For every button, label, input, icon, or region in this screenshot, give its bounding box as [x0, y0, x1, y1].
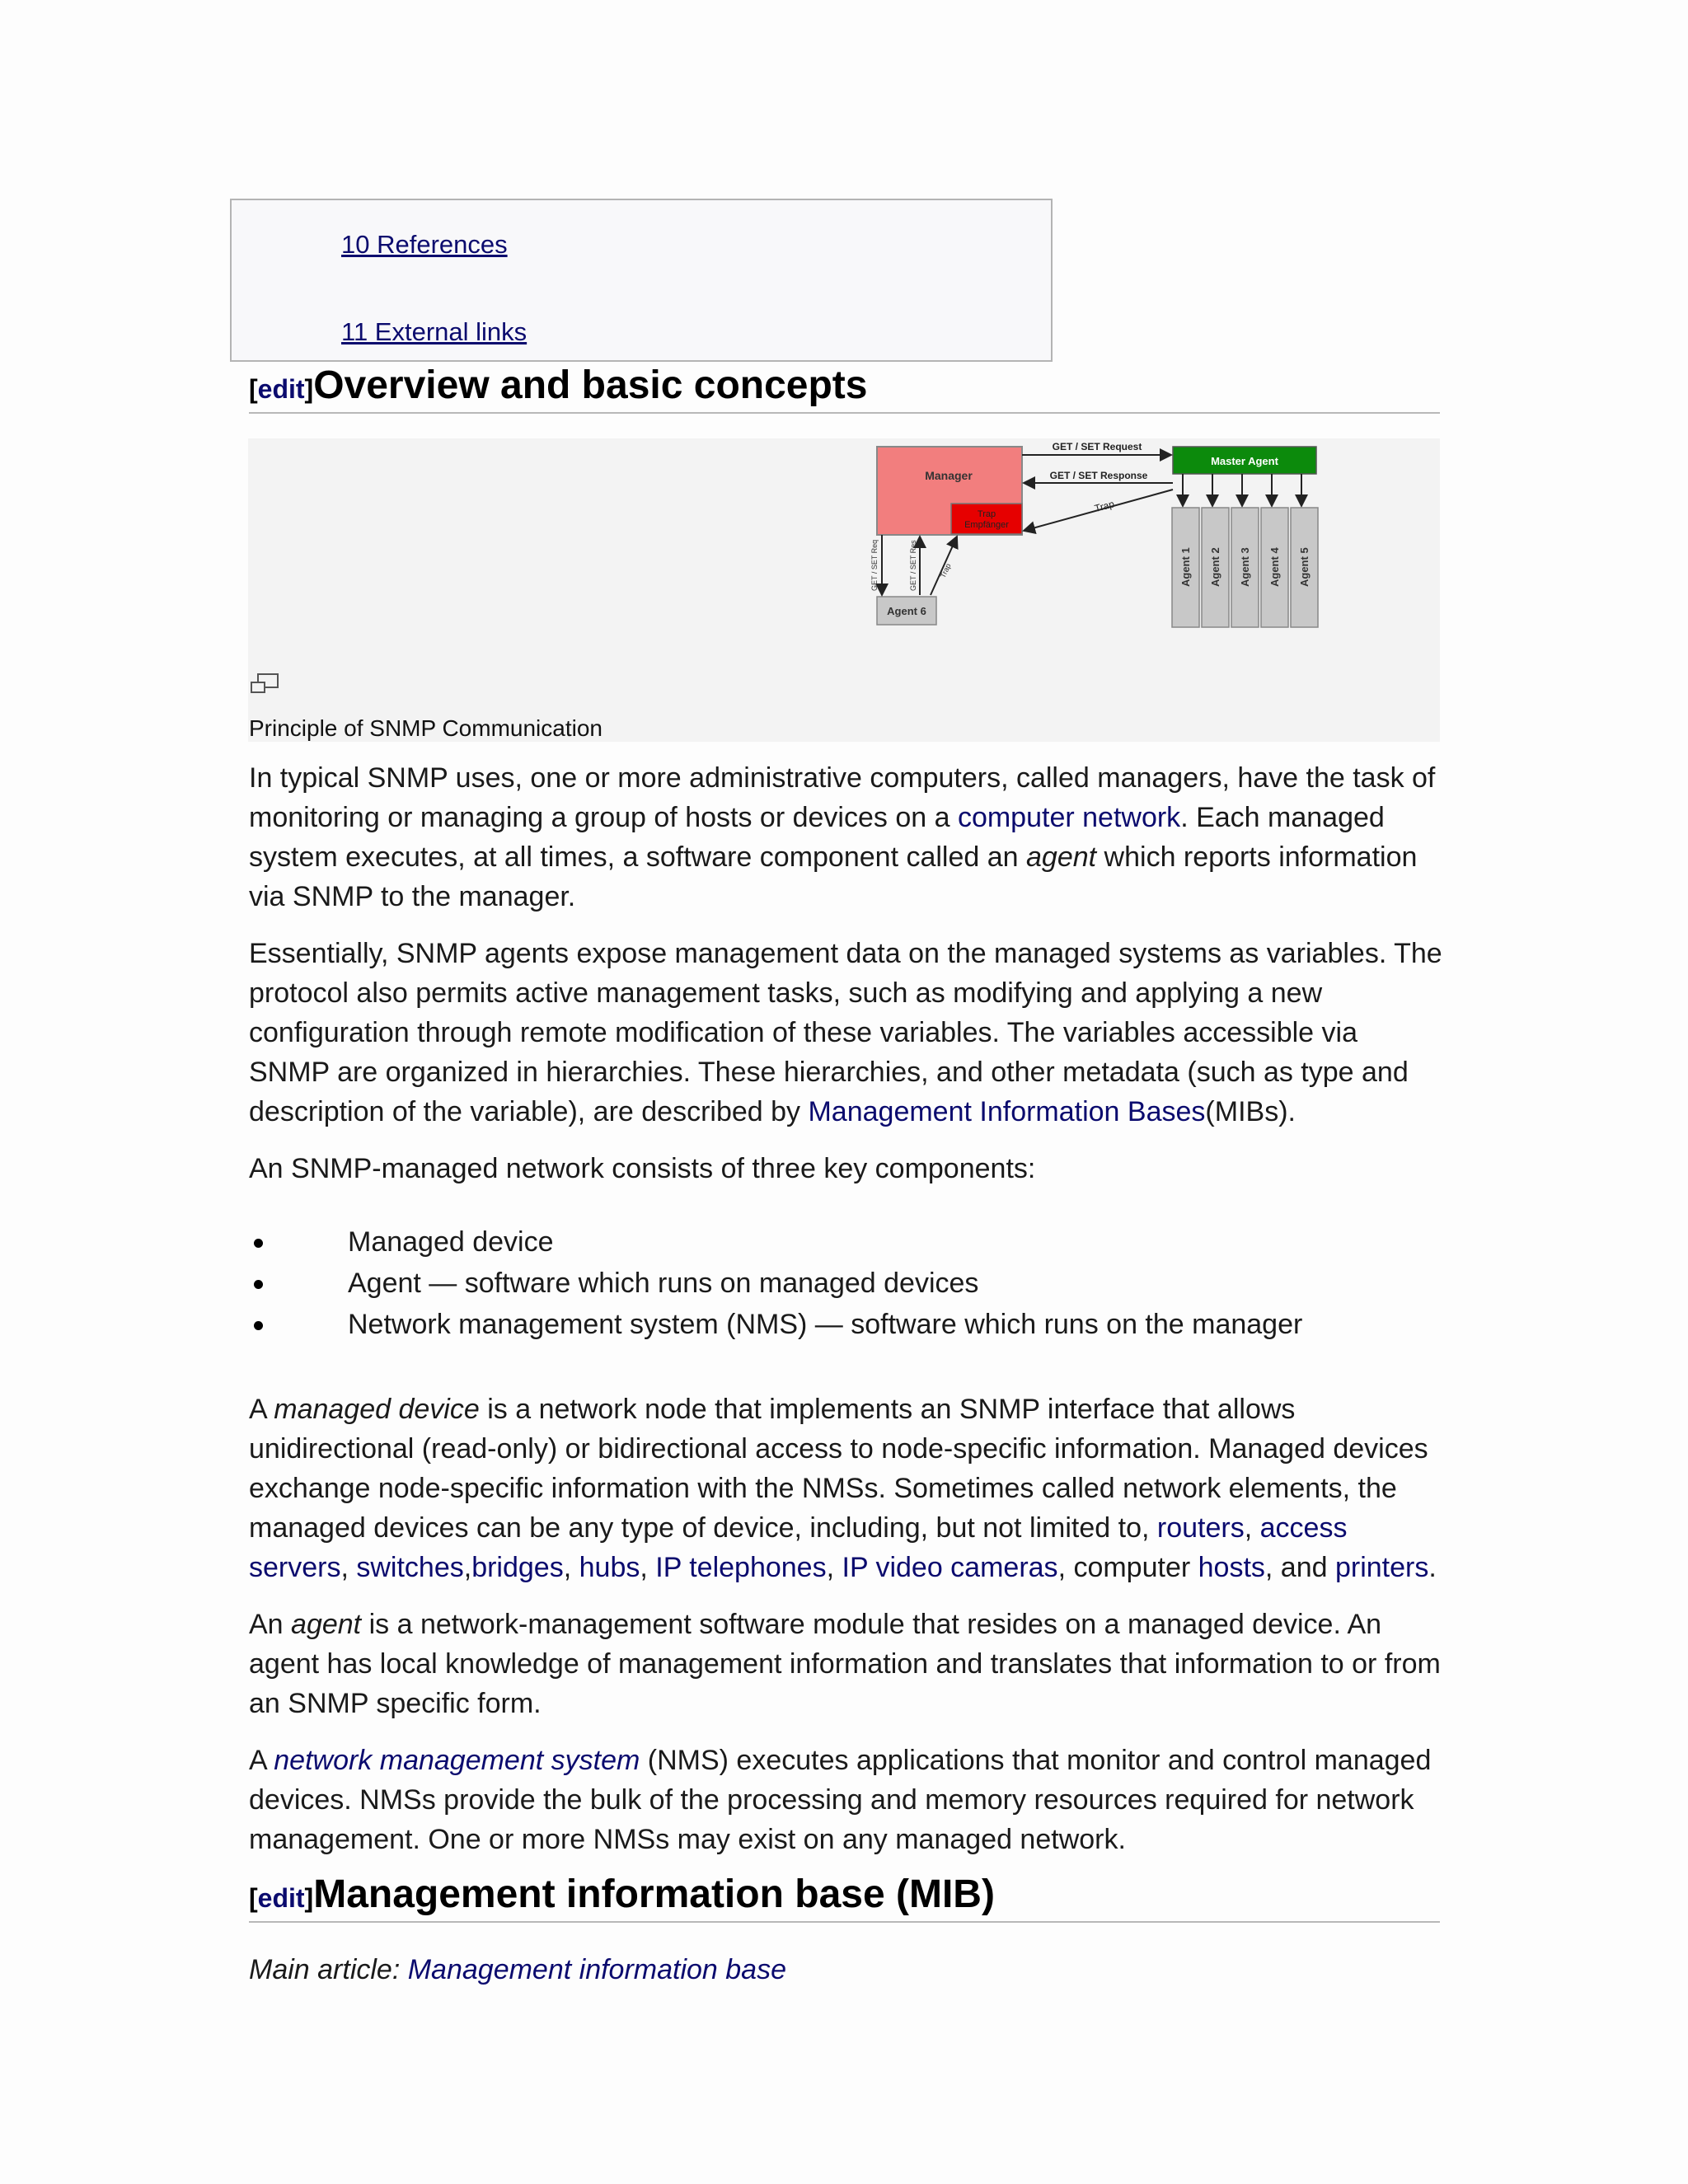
- table-of-contents: [230, 199, 1053, 362]
- list-item: Managed device: [249, 1221, 1444, 1263]
- edit-section-link[interactable]: edit: [257, 374, 305, 404]
- snmp-communication-diagram: [627, 438, 1311, 636]
- master-agent-label: Master Agent: [1211, 455, 1278, 467]
- manager-label: Manager: [925, 469, 973, 482]
- toc-item-references[interactable]: 10 References: [341, 230, 508, 259]
- agent6-get-set-res-label: GET / SET Res: [909, 540, 917, 591]
- paragraph-snmp-uses: In typical SNMP uses, one or more administrative computers, called managers, have the task of monitoring or managing a group of hosts or devices on a computer network. Each managed system executes, at all times, a software component called an agent which reports information via SNMP to the manager.: [249, 762, 1436, 912]
- link-management-information-bases[interactable]: Management Information Bases: [808, 1096, 1206, 1127]
- paragraph-nms: A network management system (NMS) executes applications that monitor and control managed devices. NMSs provide the bulk of the processing and memory resources required for network management. One or more NMSs may exist on any managed network.: [249, 1745, 1432, 1855]
- section-title: Management information base (MIB): [313, 1872, 995, 1916]
- main-article-note: Main article: Management information base: [249, 1954, 786, 1985]
- link-bridges[interactable]: bridges: [471, 1552, 564, 1583]
- agent6-get-set-req-label: GET / SET Req: [870, 539, 879, 591]
- svg-text:Agent 5: Agent 5: [1298, 547, 1311, 587]
- trap-receiver-label-1: Trap: [977, 509, 996, 519]
- section-title: Overview and basic concepts: [313, 363, 868, 407]
- snmp-figure: [248, 438, 1440, 742]
- agent-3-box: [1231, 508, 1259, 627]
- link-computer-network[interactable]: computer network: [957, 802, 1181, 833]
- paragraph-key-components: An SNMP-managed network consists of three key components:: [249, 1153, 1036, 1184]
- svg-text:Agent 1: Agent 1: [1179, 547, 1192, 587]
- link-network-management-system[interactable]: network management system: [274, 1745, 640, 1776]
- svg-text:Agent 4: Agent 4: [1268, 547, 1281, 587]
- enlarge-icon[interactable]: [250, 673, 279, 696]
- link-main-article[interactable]: Management information base: [407, 1954, 786, 1985]
- agent-5-box: [1291, 508, 1318, 627]
- agent-6-label: Agent 6: [887, 605, 926, 617]
- svg-text:Agent 3: Agent 3: [1239, 547, 1251, 587]
- edit-section-link[interactable]: edit: [257, 1883, 305, 1913]
- edit-section-link-wrapper: [edit]: [249, 374, 314, 404]
- agent-2-box: [1202, 508, 1229, 627]
- svg-text:Agent 2: Agent 2: [1209, 547, 1221, 587]
- link-ip-video-cameras[interactable]: IP video cameras: [842, 1552, 1058, 1583]
- figure-caption: Principle of SNMP Communication: [249, 715, 603, 741]
- section-heading-overview: [249, 363, 1440, 414]
- edit-section-link-wrapper: [edit]: [249, 1883, 314, 1913]
- trap-receiver-label-2: Empfänger: [964, 520, 1009, 530]
- paragraph-managed-device: A managed device is a network node that implements an SNMP interface that allows unidirectional (read-only) or bidirectional access to node-specific information. Managed devices exchange node-specific information with the NMSs. Sometimes called network elements, the managed devices can be any type of device, including, but not limited to, routers, access servers, switches,bridges, hubs, IP telephones, IP video cameras, computer hosts, and printers.: [249, 1394, 1437, 1583]
- list-item: Network management system (NMS) — software which runs on the manager: [249, 1304, 1444, 1345]
- link-hubs[interactable]: hubs: [579, 1552, 640, 1583]
- agent6-trap-label: Trap: [938, 562, 953, 579]
- paragraph-agent: An agent is a network-management software module that resides on a managed device. An agent has local knowledge of management information and translates that information to or from an SNMP specific form.: [249, 1609, 1441, 1719]
- list-item: Agent — software which runs on managed devices: [249, 1263, 1444, 1304]
- agent-1-box: [1172, 508, 1199, 627]
- link-routers[interactable]: routers: [1156, 1512, 1245, 1544]
- trap-label: Trap: [1093, 498, 1116, 515]
- agent-4-box: [1261, 508, 1288, 627]
- link-printers[interactable]: printers: [1334, 1552, 1429, 1583]
- paragraph-agents-expose: Essentially, SNMP agents expose management data on the managed systems as variables. The protocol also permits active management tasks, such as modifying and applying a new configuration through remote modification of these variables. The variables accessible via SNMP are organized in hierarchies. These hierarchies, and other metadata (such as type and description of the variable), are described by Management Information Bases(MIBs).: [249, 938, 1442, 1127]
- link-hosts[interactable]: hosts: [1198, 1552, 1265, 1583]
- link-ip-telephones[interactable]: IP telephones: [655, 1552, 827, 1583]
- link-switches[interactable]: switches: [356, 1552, 464, 1583]
- section-heading-mib: [249, 1872, 1440, 1923]
- get-set-request-label: GET / SET Request: [1052, 441, 1142, 452]
- toc-item-external-links[interactable]: 11 External links: [341, 317, 528, 346]
- components-list: [249, 1221, 1444, 1345]
- get-set-response-label: GET / SET Response: [1049, 470, 1148, 481]
- link-access-servers[interactable]: access servers: [249, 1512, 1348, 1583]
